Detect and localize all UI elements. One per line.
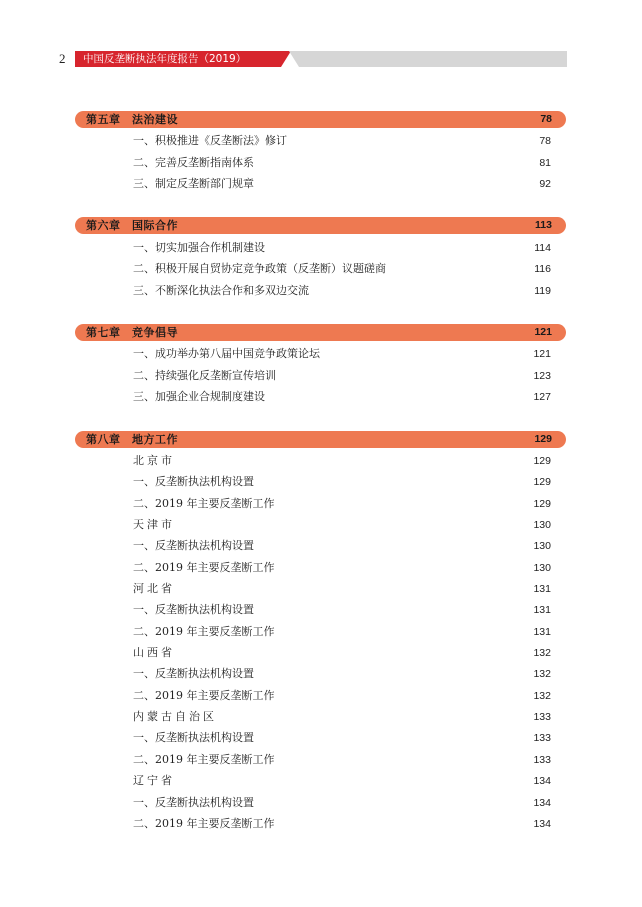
toc-entry[interactable] [133, 176, 551, 192]
entry-label: 二、2019 年主要反垄断工作 [133, 817, 275, 830]
chapter-title: 第五章 法治建设 [86, 113, 178, 126]
entry-page: 129 [533, 498, 551, 510]
toc-entry[interactable] [133, 283, 551, 299]
entry-label: 一、反垄断执法机构设置 [133, 796, 254, 809]
toc-entry[interactable] [133, 261, 551, 277]
toc-entry[interactable] [133, 730, 551, 746]
entry-page: 132 [533, 668, 551, 680]
entry-label: 一、反垄断执法机构设置 [133, 475, 254, 488]
entry-page: 134 [533, 775, 551, 787]
entry-page: 133 [533, 754, 551, 766]
entry-label: 一、反垄断执法机构设置 [133, 539, 254, 552]
title-band-tip [281, 51, 291, 67]
chapter-title: 第七章 竞争倡导 [86, 326, 178, 339]
entry-page: 129 [533, 455, 551, 467]
report-title: 中国反垄断执法年度报告（2019） [83, 53, 247, 65]
entry-page: 133 [533, 732, 551, 744]
entry-page: 132 [533, 647, 551, 659]
chapter-heading-5[interactable] [75, 111, 566, 128]
toc-region-entry[interactable] [133, 645, 551, 661]
region-label: 天津市 [133, 518, 175, 531]
toc-region-entry[interactable] [133, 517, 551, 533]
toc-entry[interactable] [133, 474, 551, 490]
toc-entry[interactable] [133, 240, 551, 256]
entry-label: 二、2019 年主要反垄断工作 [133, 753, 275, 766]
entry-page: 129 [533, 476, 551, 488]
toc-entry[interactable] [133, 602, 551, 618]
toc-region-entry[interactable] [133, 581, 551, 597]
entry-page: 114 [534, 242, 551, 254]
entry-page: 134 [533, 818, 551, 830]
toc-entry[interactable] [133, 346, 551, 362]
toc-entry[interactable] [133, 560, 551, 576]
entry-label: 二、持续强化反垄断宣传培训 [133, 369, 276, 382]
entry-label: 一、反垄断执法机构设置 [133, 731, 254, 744]
entry-label: 一、切实加强合作机制建设 [133, 241, 265, 254]
chapter-page: 121 [534, 326, 552, 338]
toc-entry[interactable] [133, 624, 551, 640]
entry-page: 130 [533, 540, 551, 552]
toc-entry[interactable] [133, 688, 551, 704]
toc-entry[interactable] [133, 752, 551, 768]
toc-region-entry[interactable] [133, 453, 551, 469]
page-header [0, 0, 642, 80]
toc-entry[interactable] [133, 133, 551, 149]
entry-page: 121 [533, 348, 551, 360]
toc-region-entry[interactable] [133, 773, 551, 789]
entry-label: 二、积极开展自贸协定竞争政策（反垄断）议题磋商 [133, 262, 386, 275]
region-label: 北京市 [133, 454, 175, 467]
chapter-title: 第八章 地方工作 [86, 433, 178, 446]
toc-region-entry[interactable] [133, 709, 551, 725]
toc-entry[interactable] [133, 816, 551, 832]
entry-page: 134 [533, 797, 551, 809]
toc-entry[interactable] [133, 795, 551, 811]
toc-entry[interactable] [133, 389, 551, 405]
entry-label: 一、积极推进《反垄断法》修订 [133, 134, 287, 147]
toc-entry[interactable] [133, 368, 551, 384]
entry-label: 二、2019 年主要反垄断工作 [133, 561, 275, 574]
chapter-heading-8[interactable] [75, 431, 566, 448]
chapter-heading-7[interactable] [75, 324, 566, 341]
entry-label: 三、加强企业合规制度建设 [133, 390, 265, 403]
entry-label: 三、制定反垄断部门规章 [133, 177, 254, 190]
entry-label: 二、2019 年主要反垄断工作 [133, 689, 275, 702]
entry-label: 一、成功举办第八届中国竞争政策论坛 [133, 347, 320, 360]
entry-page: 116 [534, 263, 551, 275]
entry-page: 131 [533, 626, 551, 638]
region-label: 河北省 [133, 582, 175, 595]
entry-label: 三、不断深化执法合作和多双边交流 [133, 284, 309, 297]
entry-page: 130 [533, 562, 551, 574]
region-label: 内蒙古自治区 [133, 710, 217, 723]
toc-entry[interactable] [133, 538, 551, 554]
entry-page: 131 [533, 583, 551, 595]
region-label: 山西省 [133, 646, 175, 659]
entry-label: 一、反垄断执法机构设置 [133, 603, 254, 616]
entry-label: 一、反垄断执法机构设置 [133, 667, 254, 680]
chapter-page: 113 [535, 219, 552, 231]
toc-entry[interactable] [133, 666, 551, 682]
entry-page: 131 [533, 604, 551, 616]
chapter-heading-6[interactable] [75, 217, 566, 234]
entry-page: 123 [533, 370, 551, 382]
report-title-band [75, 51, 281, 67]
region-label: 辽宁省 [133, 774, 175, 787]
entry-page: 132 [533, 690, 551, 702]
entry-page: 130 [533, 519, 551, 531]
chapter-page: 129 [534, 433, 552, 445]
entry-page: 119 [534, 285, 551, 297]
entry-page: 81 [539, 157, 551, 169]
toc-entry[interactable] [133, 496, 551, 512]
toc-entry[interactable] [133, 155, 551, 171]
chapter-title: 第六章 国际合作 [86, 219, 178, 232]
chapter-page: 78 [540, 113, 552, 125]
entry-page: 78 [539, 135, 551, 147]
entry-label: 二、2019 年主要反垄断工作 [133, 497, 275, 510]
entry-page: 133 [533, 711, 551, 723]
entry-label: 二、2019 年主要反垄断工作 [133, 625, 275, 638]
entry-page: 92 [539, 178, 551, 190]
header-grey-band [283, 51, 567, 67]
page-number: 2 [59, 51, 66, 66]
entry-label: 二、完善反垄断指南体系 [133, 156, 254, 169]
entry-page: 127 [533, 391, 551, 403]
